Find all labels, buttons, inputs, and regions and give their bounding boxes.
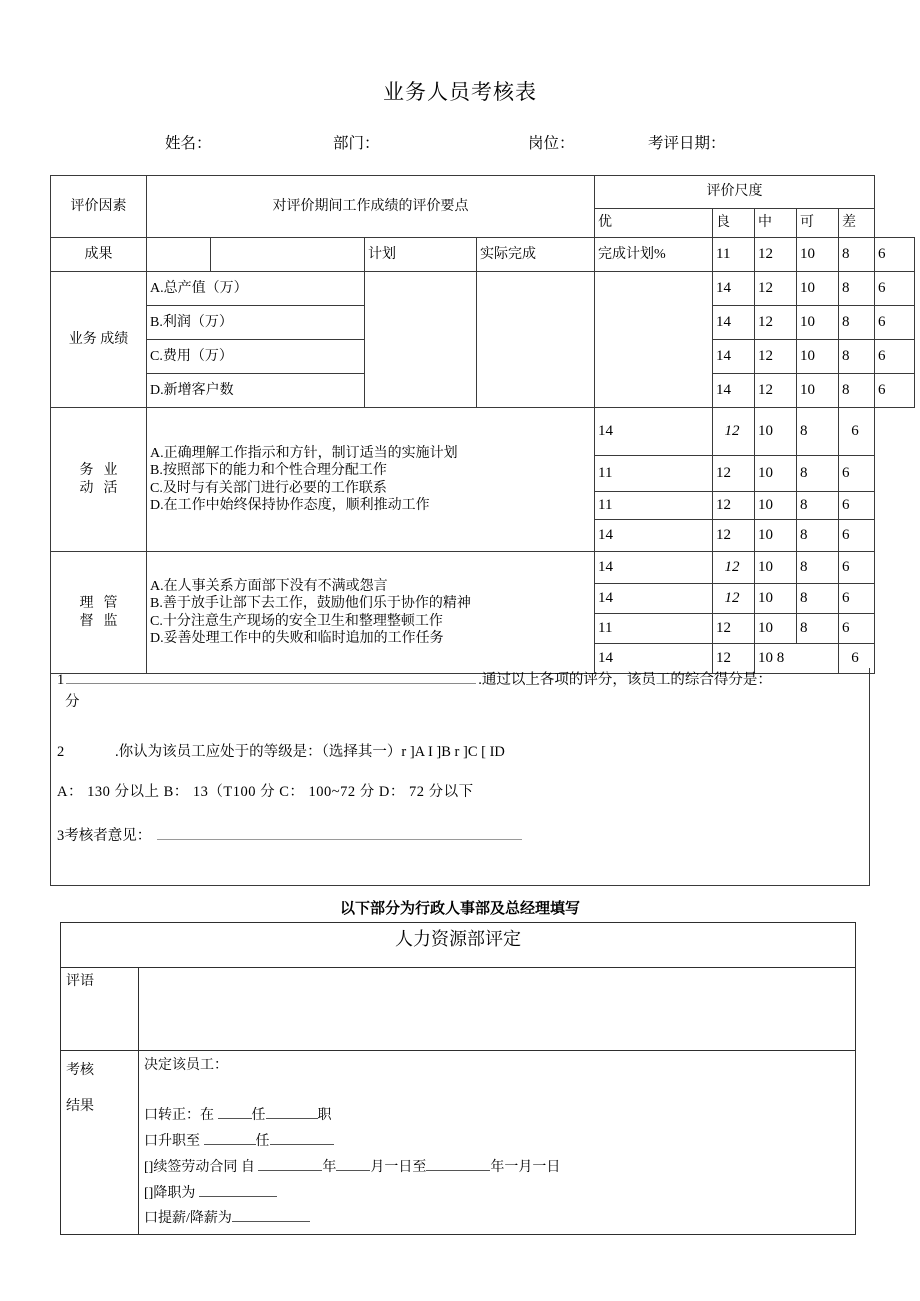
score-cell[interactable]: 6 <box>839 520 875 552</box>
hr-blank[interactable] <box>204 1131 256 1145</box>
item-label: D.妥善处理工作中的失败和临时追加的工作任务 <box>150 631 444 646</box>
score-cell[interactable]: 10 <box>755 552 797 584</box>
note-1-blank[interactable] <box>66 670 476 684</box>
note-2-text[interactable]: .你认为该员工应处于的等级是：（选择其一）r ]A I ]B r ]C [ ID <box>115 744 505 760</box>
score-cell[interactable]: 10 <box>797 306 839 340</box>
hr-blank[interactable] <box>266 1105 318 1119</box>
hr-evaluation-table <box>60 922 856 1235</box>
score-cell-merged[interactable]: 10 8 <box>755 644 839 674</box>
hr-blank[interactable] <box>270 1131 334 1145</box>
score-cell[interactable]: 11 <box>595 456 713 492</box>
hr-blank[interactable] <box>199 1183 277 1197</box>
hr-option-promote[interactable] <box>144 1129 850 1155</box>
hr-result-heading: 决定该员工： <box>144 1058 228 1073</box>
hr-blank[interactable] <box>336 1157 370 1171</box>
factor-char: 业 <box>103 463 118 478</box>
input-percent[interactable] <box>595 272 713 408</box>
factor-char: 动 <box>79 480 94 496</box>
scale-level-good: 良 <box>713 209 755 238</box>
factor-char: 督 <box>79 613 94 629</box>
item-label: D.在工作中始终保持协作态度，顺利推动工作 <box>150 498 430 513</box>
item-label: A.在人事关系方面部下没有不满或怨言 <box>150 578 388 594</box>
hr-blank[interactable] <box>232 1208 310 1222</box>
page-title: 业务人员考核表 <box>383 80 537 104</box>
hr-comment-field[interactable] <box>139 968 856 1051</box>
hr-option-renew-suffix: 月一日至 <box>370 1159 427 1175</box>
item-label: C.及时与有关部门进行必要的工作联系 <box>150 480 387 496</box>
score-cell[interactable]: 14 <box>713 306 755 340</box>
factor-char: 理 <box>79 596 94 611</box>
score-cell[interactable]: 14 <box>595 520 713 552</box>
factor-char: 活 <box>103 480 118 496</box>
score-cell[interactable]: 6 <box>875 340 915 374</box>
hr-option-confirm-prefix: 口转正：在 <box>144 1107 214 1123</box>
row-factor-duty <box>51 408 147 552</box>
score-cell[interactable]: 6 <box>839 408 875 456</box>
hr-result-label <box>61 1051 139 1235</box>
score-cell[interactable]: 14 <box>595 408 713 456</box>
item-label: B.利润（万） <box>147 306 365 340</box>
hr-option-renew-mid: 年 <box>322 1159 337 1175</box>
score-cell[interactable]: 6 <box>875 272 915 306</box>
dept-label: 部门： <box>333 135 380 152</box>
row-factor-achievement: 成果 <box>51 238 147 272</box>
score-cell[interactable]: 11 <box>595 614 713 644</box>
hr-option-demote-prefix: []降职为 <box>144 1185 196 1201</box>
note-item-2 <box>57 740 505 761</box>
score-cell[interactable]: 12 <box>713 614 755 644</box>
col-header-actual: 实际完成 <box>477 238 595 272</box>
score-cell[interactable]: 10 <box>755 584 797 614</box>
note-2-index: 2 <box>57 744 65 760</box>
hr-option-salary[interactable] <box>144 1206 850 1232</box>
item-label: C.十分注意生产现场的安全卫生和整理整顿工作 <box>150 613 443 629</box>
hr-result-label-line1: 考核 <box>66 1063 94 1078</box>
scale-level-fair: 可 <box>797 209 839 238</box>
date-label: 考评日期： <box>648 135 726 152</box>
score-cell[interactable]: 6 <box>839 614 875 644</box>
management-item-list <box>147 552 595 674</box>
hr-option-renew[interactable] <box>144 1155 850 1181</box>
identity-row <box>165 131 865 153</box>
score-cell[interactable]: 12 <box>755 374 797 408</box>
score-cell[interactable]: 6 <box>875 374 915 408</box>
score-cell[interactable]: 8 <box>839 340 875 374</box>
score-cell[interactable]: 12 <box>755 238 797 272</box>
score-cell[interactable]: 14 <box>595 584 713 614</box>
score-cell[interactable]: 8 <box>839 306 875 340</box>
grades-legend: A： 130 分以上 B： 13（T100 分 C： 100~72 分 D： 72 分以下 <box>57 784 474 800</box>
score-cell[interactable]: 10 <box>797 238 839 272</box>
row-factor-business <box>51 272 147 408</box>
reviewer-opinion-blank[interactable] <box>157 827 522 840</box>
header-scale-group: 评价尺度 <box>595 176 875 209</box>
post-label: 岗位： <box>528 135 575 152</box>
input-plan[interactable] <box>365 272 477 408</box>
factor-char: 务 <box>79 463 94 478</box>
score-cell[interactable]: 14 <box>595 644 713 674</box>
score-cell[interactable]: 10 <box>755 408 797 456</box>
score-cell[interactable]: 8 <box>797 520 839 552</box>
duty-item-list <box>147 408 595 552</box>
hr-option-confirm-suffix: 职 <box>317 1107 332 1123</box>
score-cell[interactable]: 12 <box>755 272 797 306</box>
factor-char: 监 <box>103 613 118 629</box>
score-cell[interactable]: 6 <box>839 456 875 492</box>
col-header-plan: 计划 <box>365 238 477 272</box>
score-cell[interactable]: 10 <box>755 492 797 520</box>
row-factor-management <box>51 552 147 674</box>
notes-section <box>50 668 870 886</box>
hr-table-title: 人力资源部评定 <box>61 923 856 968</box>
score-cell[interactable]: 8 <box>839 272 875 306</box>
hr-blank[interactable] <box>218 1105 252 1119</box>
item-label: D.新增客户数 <box>147 374 365 408</box>
hr-option-renew-prefix: []续签劳动合同 自 <box>144 1159 255 1175</box>
score-cell[interactable]: 14 <box>713 340 755 374</box>
factor-char: 管 <box>103 596 118 611</box>
score-cell[interactable]: 6 <box>875 238 915 272</box>
hr-option-confirm[interactable] <box>144 1103 850 1129</box>
score-cell[interactable]: 8 <box>797 408 839 456</box>
score-cell[interactable]: 12 <box>713 552 755 584</box>
hr-option-confirm-mid: 任 <box>251 1107 266 1123</box>
hr-option-promote-prefix: 口升职至 <box>144 1133 200 1149</box>
score-cell[interactable]: 12 <box>713 584 755 614</box>
name-label: 姓名： <box>165 135 212 152</box>
score-cell[interactable]: 6 <box>839 584 875 614</box>
sub-caption: 以下部分为行政人事部及总经理填写 <box>339 900 580 917</box>
score-cell[interactable]: 10 <box>797 340 839 374</box>
score-cell[interactable]: 12 <box>713 644 755 674</box>
achievement-empty-cell <box>211 238 365 272</box>
score-cell[interactable]: 8 <box>839 374 875 408</box>
hr-result-field <box>139 1051 856 1235</box>
note-1-index: 1 <box>57 672 65 688</box>
note-item-3 <box>57 824 522 845</box>
score-cell[interactable]: 6 <box>839 552 875 584</box>
score-cell[interactable]: 14 <box>713 374 755 408</box>
note-1-tail: .通过以上各项的评分，该员工的综合得分是： <box>478 672 772 688</box>
hr-option-promote-mid: 任 <box>255 1133 270 1149</box>
score-cell[interactable]: 10 <box>797 272 839 306</box>
score-cell[interactable]: 12 <box>755 340 797 374</box>
score-cell[interactable]: 12 <box>713 520 755 552</box>
scale-level-excellent: 优 <box>595 209 713 238</box>
achievement-sub-cell <box>147 238 211 272</box>
score-cell[interactable]: 11 <box>713 238 755 272</box>
hr-option-salary-prefix: 口提薪/降薪为 <box>144 1211 232 1227</box>
score-cell[interactable]: 6 <box>839 492 875 520</box>
item-label: B.善于放手让部下去工作，鼓励他们乐于协作的精神 <box>150 596 471 611</box>
hr-result-label-line2: 结果 <box>66 1099 94 1115</box>
header-factor: 评价因素 <box>51 176 147 238</box>
score-cell[interactable]: 8 <box>797 584 839 614</box>
scale-level-poor: 差 <box>839 209 875 238</box>
score-cell[interactable]: 6 <box>875 306 915 340</box>
score-cell[interactable]: 8 <box>797 552 839 584</box>
input-actual[interactable] <box>477 272 595 408</box>
note-3-label: 3考核者意见： <box>57 828 152 844</box>
note-item-1 <box>57 670 865 692</box>
scale-level-medium: 中 <box>755 209 797 238</box>
score-cell[interactable]: 10 <box>755 614 797 644</box>
factor-text-a: 业务 <box>68 331 97 347</box>
score-cell[interactable]: 12 <box>713 408 755 456</box>
item-label: A.正确理解工作指示和方针，制订适当的实施计划 <box>150 445 458 461</box>
header-points: 对评价期间工作成绩的评价要点 <box>147 176 595 238</box>
item-label: B.按照部下的能力和个性合理分配工作 <box>150 463 387 478</box>
score-cell[interactable]: 6 <box>839 644 875 674</box>
hr-comment-label: 评语 <box>61 968 139 1051</box>
hr-option-renew-tail: 年一月一日 <box>490 1159 561 1175</box>
factor-text-b: 成绩 <box>100 331 129 347</box>
score-cell[interactable]: 14 <box>595 552 713 584</box>
score-cell[interactable]: 12 <box>755 306 797 340</box>
score-cell[interactable]: 14 <box>713 272 755 306</box>
col-header-percent: 完成计划% <box>595 238 713 272</box>
score-cell[interactable]: 8 <box>839 238 875 272</box>
score-cell[interactable]: 12 <box>713 492 755 520</box>
score-cell[interactable]: 8 <box>797 492 839 520</box>
score-cell[interactable]: 8 <box>797 456 839 492</box>
score-cell[interactable]: 12 <box>713 456 755 492</box>
hr-blank[interactable] <box>258 1157 322 1171</box>
evaluation-table <box>50 175 915 674</box>
note-1-unit: 分 <box>65 694 80 710</box>
score-cell[interactable]: 10 <box>755 456 797 492</box>
score-cell[interactable]: 8 <box>797 614 839 644</box>
score-cell[interactable]: 10 <box>755 520 797 552</box>
hr-option-demote[interactable] <box>144 1181 850 1207</box>
item-label: A.总产值（万） <box>147 272 365 306</box>
score-cell[interactable]: 10 <box>797 374 839 408</box>
item-label: C.费用（万） <box>147 340 365 374</box>
score-cell[interactable]: 11 <box>595 492 713 520</box>
hr-blank[interactable] <box>426 1157 490 1171</box>
